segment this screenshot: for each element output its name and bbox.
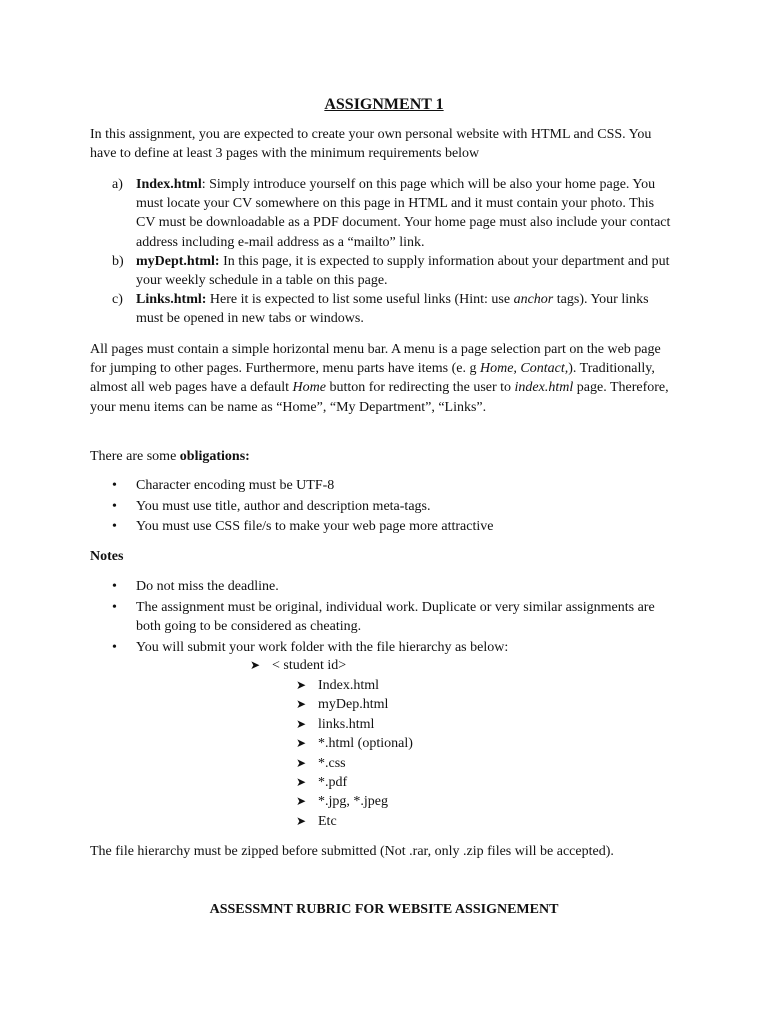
requirement-text: In this page, it is expected to supply information about your department and put your weekly schedule in a table on this page. xyxy=(136,253,670,289)
page-title: ASSIGNMENT 1 xyxy=(324,96,444,113)
file-tree-root xyxy=(250,656,346,675)
arrow-bullet-icon: ➤ xyxy=(296,716,307,731)
list-item xyxy=(112,517,682,536)
list-item xyxy=(112,638,682,657)
requirement-text: tags). Your links must be opened in new tabs or windows. xyxy=(136,292,649,327)
tree-item-label: Etc xyxy=(318,813,337,829)
arrow-bullet-icon: ➤ xyxy=(296,774,307,789)
menu-paragraph xyxy=(90,340,680,417)
arrow-bullet-icon: ➤ xyxy=(296,755,307,770)
bullet-icon: • xyxy=(112,478,117,493)
notes-heading: Notes xyxy=(90,549,124,564)
notes-list xyxy=(112,577,682,658)
bullet-icon: • xyxy=(112,579,117,594)
tree-item-label: *.css xyxy=(318,755,346,771)
obligations-list xyxy=(112,476,682,538)
rubric-heading: ASSESSMNT RUBRIC FOR WEBSITE ASSIGNEMENT xyxy=(209,902,559,917)
submission-note: The file hierarchy must be zipped before submitted (Not .rar, only .zip files will be accepted). xyxy=(90,844,614,859)
requirement-text: : Simply introduce yourself on this page which will be also your home page. You must locate your CV somewhere on this page in HTML and it must contain your photo. This CV must be downloadable as a PDF document. Your home page must also include your contact address including e-mail address as a “mailto” link. xyxy=(136,177,671,250)
obligations-intro xyxy=(90,447,680,466)
tree-item xyxy=(296,773,413,792)
bullet-icon: • xyxy=(112,498,117,514)
intro-paragraph: In this assignment, you are expected to create your own personal website with HTML and CSS. You have to define at least 3 pages with the minimum requirements below xyxy=(90,127,652,162)
arrow-bullet-icon: ➤ xyxy=(250,658,261,672)
obligations-label: obligations: xyxy=(179,449,250,464)
list-item-text: The assignment must be original, individual work. Duplicate or very similar assignments are both going to be considered as cheating. xyxy=(136,599,655,634)
text-run: ). Traditionally, almost all web pages have a default xyxy=(90,361,655,396)
bullet-icon: • xyxy=(112,599,117,615)
requirements-list xyxy=(112,175,672,329)
tree-item xyxy=(296,676,413,695)
emphasis: Home, Contact, xyxy=(479,361,569,377)
list-item-text: You must use CSS file/s to make your web page more attractive xyxy=(136,519,494,535)
list-marker: b) xyxy=(112,253,124,269)
list-item xyxy=(112,598,682,636)
file-tree-children xyxy=(296,676,413,831)
requirement-name: Links.html: xyxy=(136,292,207,308)
emphasis: index.html xyxy=(514,380,574,396)
requirement-name: Index.html xyxy=(136,177,202,192)
tree-item xyxy=(296,715,413,734)
text-run: page. Therefore, your menu items can be name as “Home”, “My Department”, “Links”. xyxy=(90,380,669,415)
tree-item-label: myDep.html xyxy=(318,697,389,713)
arrow-bullet-icon: ➤ xyxy=(296,813,307,828)
tree-item-label: *.html (optional) xyxy=(318,736,413,752)
text-run: All pages must contain a simple horizontal menu bar. A menu is a page selection part on the web page for jumping to other pages. Furthermore, menu parts have items (e. g xyxy=(90,342,661,377)
arrow-bullet-icon: ➤ xyxy=(296,794,307,809)
tree-item xyxy=(296,754,413,773)
list-item xyxy=(112,497,682,516)
requirement-emphasis: anchor xyxy=(513,292,554,308)
tree-item-label: Index.html xyxy=(318,678,380,693)
arrow-bullet-icon: ➤ xyxy=(296,678,307,692)
list-item xyxy=(112,290,672,328)
list-marker: c) xyxy=(112,292,123,308)
list-item xyxy=(112,577,682,596)
requirement-name: myDept.html: xyxy=(136,253,220,269)
bullet-icon: • xyxy=(112,639,117,655)
arrow-bullet-icon: ➤ xyxy=(296,697,307,712)
text-run: button for redirecting the user to xyxy=(325,380,515,396)
tree-item-label: < student id> xyxy=(272,658,347,673)
tree-item xyxy=(296,695,413,714)
list-item-text: Do not miss the deadline. xyxy=(136,579,279,594)
emphasis: Home xyxy=(292,380,326,396)
tree-item xyxy=(296,812,413,831)
list-item-text: Character encoding must be UTF-8 xyxy=(136,478,335,493)
tree-item xyxy=(250,656,346,675)
bullet-icon: • xyxy=(112,519,117,535)
tree-item-label: *.pdf xyxy=(318,774,348,790)
text-run: There are some xyxy=(90,449,180,464)
list-item xyxy=(112,175,672,252)
list-item xyxy=(112,252,672,290)
requirement-text: Here it is expected to list some useful links (Hint: use xyxy=(206,292,514,308)
tree-item xyxy=(296,792,413,811)
tree-item-label: *.jpg, *.jpeg xyxy=(318,794,388,810)
arrow-bullet-icon: ➤ xyxy=(296,736,307,751)
tree-item xyxy=(296,734,413,753)
list-item-text: You must use title, author and description meta-tags. xyxy=(136,498,431,514)
list-item-text: You will submit your work folder with the file hierarchy as below: xyxy=(136,639,509,655)
tree-item-label: links.html xyxy=(318,716,375,732)
list-item xyxy=(112,476,682,495)
list-marker: a) xyxy=(112,177,123,192)
